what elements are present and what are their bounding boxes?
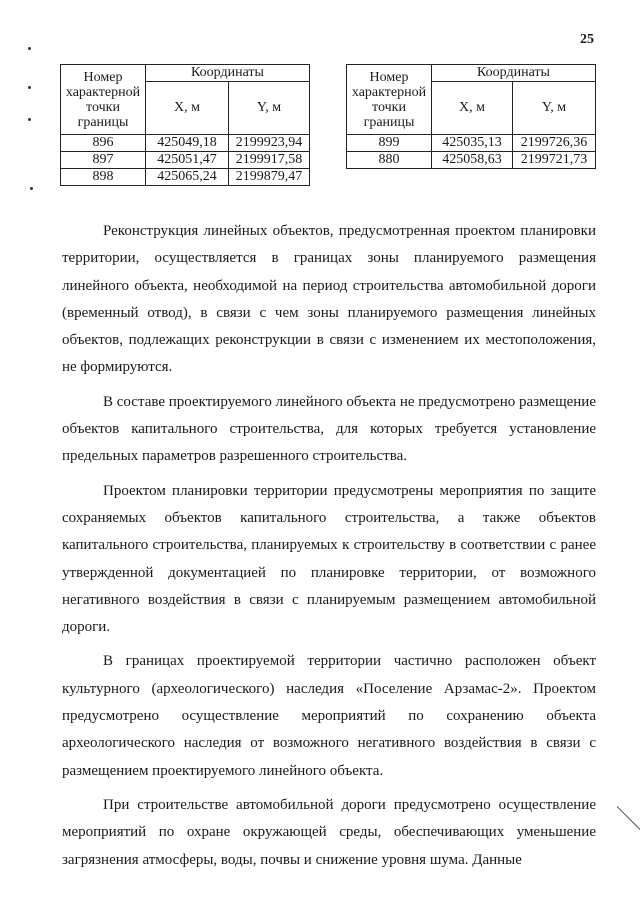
table-row — [61, 152, 310, 169]
paragraph: При строительстве автомобильной дороги предусмотрено осуществление мероприятий по охране окружающей среды, обеспечивающих уменьшение загрязнения атмосферы, воды, почвы и снижение уровня шума. Данные — [62, 796, 596, 868]
header-x: X, м — [432, 82, 513, 135]
cell-point: 899 — [347, 135, 432, 152]
margin-dot — [28, 118, 31, 121]
header-y: Y, м — [513, 82, 596, 135]
cell-x: 425065,24 — [146, 169, 229, 186]
cell-point: 898 — [61, 169, 146, 186]
paragraph: В составе проектируемого линейного объекта не предусмотрено размещение объектов капитального строительства, для которых требуется установление предельных параметров разрешенного строительства. — [62, 393, 596, 465]
cell-y: 2199879,47 — [229, 169, 310, 186]
scan-mark — [617, 806, 640, 838]
paragraph: Проектом планировки территории предусмотрены мероприятия по защите сохраняемых объектов капитального строительства, а также объектов капитального строительства, планируемых к строительству в соответствии с ранее утвержденной документацией по планировке территории, от возможного негативного воздействия в связи с планируемым размещением автомобильной дороги. — [62, 482, 596, 636]
page-number: 25 — [580, 32, 594, 47]
header-coordinates: Координаты — [432, 65, 596, 82]
cell-x: 425058,63 — [432, 152, 513, 169]
margin-dot — [28, 47, 31, 50]
header-point-number: Номер характерной точки границы — [347, 65, 432, 135]
header-x: X, м — [146, 82, 229, 135]
cell-point: 880 — [347, 152, 432, 169]
cell-point: 897 — [61, 152, 146, 169]
table-row — [61, 135, 310, 152]
table-row — [61, 169, 310, 186]
table-row — [347, 135, 596, 152]
cell-x: 425051,47 — [146, 152, 229, 169]
cell-x: 425049,18 — [146, 135, 229, 152]
document-body — [62, 218, 596, 881]
cell-y: 2199721,73 — [513, 152, 596, 169]
cell-point: 896 — [61, 135, 146, 152]
paragraph: В границах проектируемой территории частично расположен объект культурного (археологического) наследия «Поселение Арзамас-2». Проектом предусмотрено осуществление мероприятий по сохранению объекта археологического наследия от возможного негативного воздействия в связи с размещением проектируемого линейного объекта. — [62, 653, 596, 779]
header-point-number: Номер характерной точки границы — [61, 65, 146, 135]
paragraph: Реконструкция линейных объектов, предусмотренная проектом планировки территории, осуществляется в границах зоны планируемого размещения линейного объекта, необходимой на период строительства автомобильной дороги (временный отвод), в связи с чем зоны планируемого размещения линейных объектов, подлежащих реконструкции в связи с изменением их местоположения, не формируются. — [62, 223, 596, 376]
header-coordinates: Координаты — [146, 65, 310, 82]
margin-dot — [28, 86, 31, 89]
cell-y: 2199923,94 — [229, 135, 310, 152]
header-y: Y, м — [229, 82, 310, 135]
coordinates-table-left — [60, 64, 310, 186]
cell-y: 2199917,58 — [229, 152, 310, 169]
table-row — [347, 152, 596, 169]
margin-dot — [30, 187, 33, 190]
cell-y: 2199726,36 — [513, 135, 596, 152]
cell-x: 425035,13 — [432, 135, 513, 152]
coordinates-table-right — [346, 64, 596, 169]
